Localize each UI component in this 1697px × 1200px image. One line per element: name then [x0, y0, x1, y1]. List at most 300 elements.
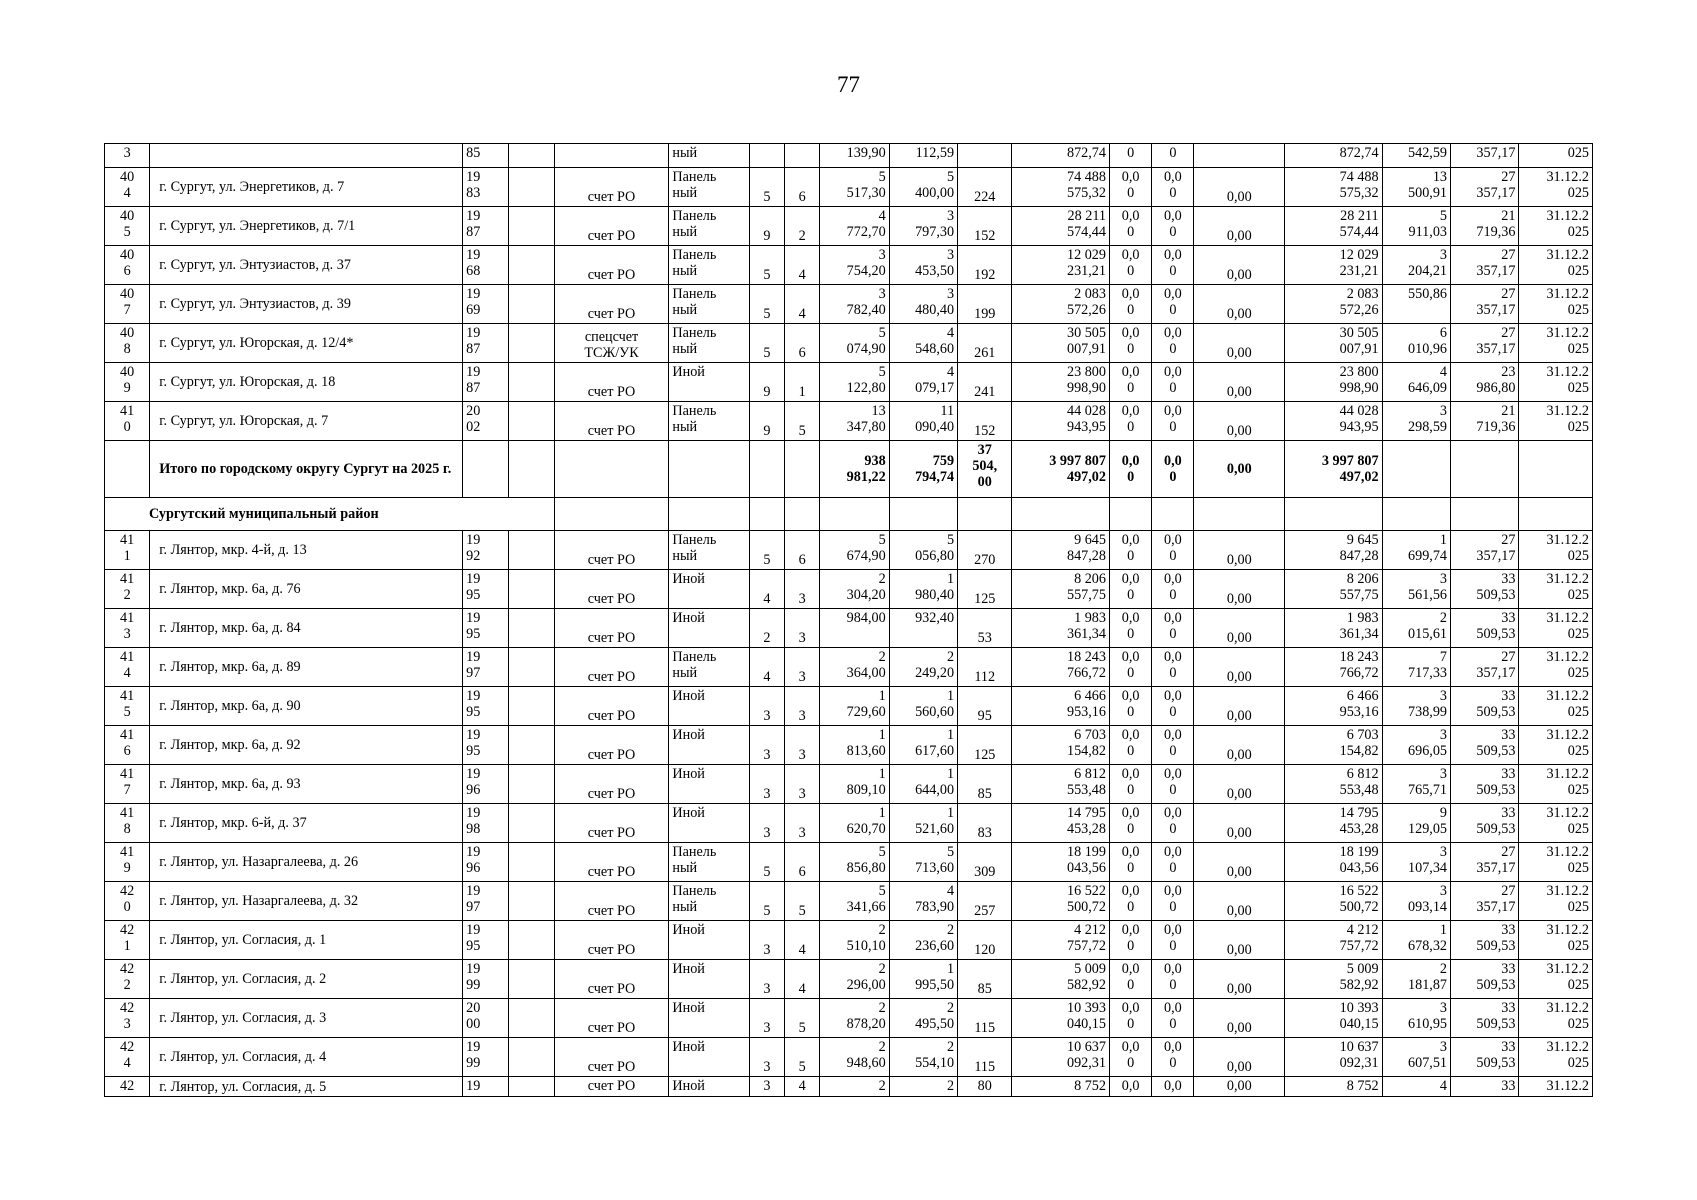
table-cell	[1451, 441, 1519, 498]
table-row	[105, 324, 1593, 363]
cell-c4	[509, 960, 554, 999]
total-total: 3 997 807 497,02	[1012, 441, 1110, 498]
cell-a2: 2 236,60	[889, 921, 957, 960]
cell-s2: 0,0 0	[1152, 609, 1194, 648]
cell-s1: 0,0 0	[1109, 882, 1151, 921]
cell-addr: г. Лянтор, ул. Согласия, д. 3	[150, 999, 463, 1038]
cell-s2: 0,0 0	[1152, 531, 1194, 570]
cell-no: 41 1	[105, 531, 150, 570]
cell-total: 14 795 453,28	[1012, 804, 1110, 843]
cell-s1: 0,0 0	[1109, 207, 1151, 246]
cell-own: счет РО	[554, 363, 669, 402]
cell-total: 74 488 575,32	[1012, 168, 1110, 207]
table-cell: счет РО	[554, 1077, 669, 1097]
cell-ent: 1	[785, 363, 820, 402]
table-cell	[509, 1077, 554, 1097]
table-cell	[554, 441, 669, 498]
cell-p1: 13 500,91	[1382, 168, 1450, 207]
cell-a2: 11 090,40	[889, 402, 957, 441]
cell-s3: 0,00	[1194, 726, 1285, 765]
cell-date: 31.12.2 025	[1519, 570, 1593, 609]
cell-ent: 5	[785, 402, 820, 441]
cell-s1: 0,0 0	[1109, 960, 1151, 999]
cell-p2: 33 509,53	[1451, 1038, 1519, 1077]
table-cell	[749, 441, 784, 498]
cell-s1: 0,0 0	[1109, 168, 1151, 207]
cell-mat: Иной	[669, 765, 749, 804]
cell-fund: 2 083 572,26	[1285, 285, 1383, 324]
cell-p2: 27 357,17	[1451, 246, 1519, 285]
total-a1: 938 981,22	[820, 441, 889, 498]
cell-ent: 3	[785, 726, 820, 765]
cell-fl: 3	[749, 687, 784, 726]
cell-s3: 0,00	[1194, 324, 1285, 363]
cell-fund: 5 009 582,92	[1285, 960, 1383, 999]
cell-total: 23 800 998,90	[1012, 363, 1110, 402]
cell-c4	[509, 531, 554, 570]
cell-date: 31.12.2 025	[1519, 804, 1593, 843]
cell-addr: г. Сургут, ул. Югорская, д. 12/4*	[150, 324, 463, 363]
cell-fund: 4 212 757,72	[1285, 921, 1383, 960]
cell-mat: Панель ный	[669, 531, 749, 570]
cell-res: 115	[958, 999, 1012, 1038]
cell-fl: 9	[749, 402, 784, 441]
cell-year: 19 98	[463, 804, 509, 843]
cell-fund: 28 211 574,44	[1285, 207, 1383, 246]
table-cell	[1382, 498, 1450, 531]
cell-s2: 0,0 0	[1152, 687, 1194, 726]
cell-own: счет РО	[554, 531, 669, 570]
table-row	[105, 402, 1593, 441]
cell-fl: 2	[749, 609, 784, 648]
table-cell	[958, 498, 1012, 531]
cell-total: 2 083 572,26	[1012, 285, 1110, 324]
table-cell	[1519, 441, 1593, 498]
table-cell: 357,17	[1451, 144, 1519, 168]
cell-addr: г. Лянтор, ул. Согласия, д. 1	[150, 921, 463, 960]
cell-p2: 21 719,36	[1451, 402, 1519, 441]
table-cell	[509, 144, 554, 168]
cell-c4	[509, 570, 554, 609]
cell-addr: г. Лянтор, мкр. 6а, д. 93	[150, 765, 463, 804]
cell-fl: 9	[749, 363, 784, 402]
cell-p1: 1 678,32	[1382, 921, 1450, 960]
cell-ent: 6	[785, 843, 820, 882]
cell-p2: 23 986,80	[1451, 363, 1519, 402]
cell-a1: 2 878,20	[820, 999, 889, 1038]
cell-a2: 4 783,90	[889, 882, 957, 921]
cell-res: 115	[958, 1038, 1012, 1077]
cell-year: 19 69	[463, 285, 509, 324]
cell-no: 41 3	[105, 609, 150, 648]
cell-fl: 5	[749, 246, 784, 285]
cell-own: счет РО	[554, 285, 669, 324]
cell-s2: 0,0 0	[1152, 804, 1194, 843]
cell-ent: 4	[785, 960, 820, 999]
cell-mat: Иной	[669, 999, 749, 1038]
cell-ent: 5	[785, 1038, 820, 1077]
cell-year: 19 99	[463, 1038, 509, 1077]
cell-total: 16 522 500,72	[1012, 882, 1110, 921]
cell-s2: 0,0 0	[1152, 726, 1194, 765]
section-row	[105, 498, 1593, 531]
cell-total: 6 466 953,16	[1012, 687, 1110, 726]
cell-p1: 3 765,71	[1382, 765, 1450, 804]
cell-s1: 0,0 0	[1109, 687, 1151, 726]
table-cell	[554, 498, 669, 531]
cell-no: 42 1	[105, 921, 150, 960]
cell-s1: 0,0 0	[1109, 402, 1151, 441]
cell-addr: г. Сургут, ул. Энергетиков, д. 7	[150, 168, 463, 207]
cell-a1: 2 304,20	[820, 570, 889, 609]
cell-ent: 3	[785, 804, 820, 843]
cell-a2: 1 980,40	[889, 570, 957, 609]
cell-ent: 5	[785, 999, 820, 1038]
cell-year: 19 92	[463, 531, 509, 570]
cell-total: 44 028 943,95	[1012, 402, 1110, 441]
cell-year: 19 95	[463, 609, 509, 648]
cell-p1: 550,86	[1382, 285, 1450, 324]
cell-no: 40 9	[105, 363, 150, 402]
table-cell: 3	[105, 144, 150, 168]
cell-s1: 0,0 0	[1109, 1038, 1151, 1077]
cell-fund: 8 206 557,75	[1285, 570, 1383, 609]
cell-fl: 3	[749, 921, 784, 960]
table-cell	[669, 498, 749, 531]
table-row	[105, 687, 1593, 726]
cell-a1: 5 074,90	[820, 324, 889, 363]
cell-own: счет РО	[554, 843, 669, 882]
cell-a2: 3 480,40	[889, 285, 957, 324]
table-cell	[785, 144, 820, 168]
table-row	[105, 765, 1593, 804]
table-row	[105, 609, 1593, 648]
cell-p2: 27 357,17	[1451, 324, 1519, 363]
cell-res: 95	[958, 687, 1012, 726]
cell-c4	[509, 168, 554, 207]
cell-date: 31.12.2 025	[1519, 765, 1593, 804]
table-cell	[1152, 498, 1194, 531]
table-cell	[669, 441, 749, 498]
cell-total: 18 243 766,72	[1012, 648, 1110, 687]
cell-total: 18 199 043,56	[1012, 843, 1110, 882]
cell-a1: 13 347,80	[820, 402, 889, 441]
cell-p1: 3 561,56	[1382, 570, 1450, 609]
cell-fund: 6 466 953,16	[1285, 687, 1383, 726]
table-cell: 0,0	[1152, 1077, 1194, 1097]
cell-own: счет РО	[554, 168, 669, 207]
cell-year: 19 68	[463, 246, 509, 285]
cell-addr: г. Сургут, ул. Энергетиков, д. 7/1	[150, 207, 463, 246]
table-cell: 80	[958, 1077, 1012, 1097]
cell-own: счет РО	[554, 570, 669, 609]
total-s3: 0,00	[1194, 441, 1285, 498]
cell-a2: 932,40	[889, 609, 957, 648]
cell-no: 41 8	[105, 804, 150, 843]
total-a2: 759 794,74	[889, 441, 957, 498]
cell-p2: 33 509,53	[1451, 804, 1519, 843]
cell-no: 42 4	[105, 1038, 150, 1077]
table-row	[105, 570, 1593, 609]
cell-fund: 6 812 553,48	[1285, 765, 1383, 804]
cell-year: 19 87	[463, 324, 509, 363]
cell-c4	[509, 765, 554, 804]
cell-addr: г. Лянтор, ул. Согласия, д. 2	[150, 960, 463, 999]
cell-mat: Иной	[669, 921, 749, 960]
table-row	[105, 960, 1593, 999]
cell-addr: г. Лянтор, мкр. 6а, д. 84	[150, 609, 463, 648]
cell-year: 19 99	[463, 960, 509, 999]
cell-own: счет РО	[554, 246, 669, 285]
table-row	[105, 1038, 1593, 1077]
cell-fund: 12 029 231,21	[1285, 246, 1383, 285]
cell-mat: Иной	[669, 363, 749, 402]
total-s1: 0,0 0	[1109, 441, 1151, 498]
table-cell: ный	[669, 144, 749, 168]
cell-s3: 0,00	[1194, 1038, 1285, 1077]
cell-a1: 3 782,40	[820, 285, 889, 324]
cell-own: счет РО	[554, 1038, 669, 1077]
cell-own: счет РО	[554, 882, 669, 921]
cell-p1: 6 010,96	[1382, 324, 1450, 363]
cell-fund: 6 703 154,82	[1285, 726, 1383, 765]
cell-s3: 0,00	[1194, 168, 1285, 207]
cell-fl: 5	[749, 531, 784, 570]
cell-year: 19 96	[463, 765, 509, 804]
table-cell	[1109, 498, 1151, 531]
table-cell: 0,0	[1109, 1077, 1151, 1097]
cell-fl: 4	[749, 570, 784, 609]
section-title: Сургутский муниципальный район	[105, 498, 555, 531]
cell-date: 31.12.2 025	[1519, 648, 1593, 687]
cell-total: 30 505 007,91	[1012, 324, 1110, 363]
cell-a1: 1 729,60	[820, 687, 889, 726]
cell-s3: 0,00	[1194, 531, 1285, 570]
cell-p2: 33 509,53	[1451, 687, 1519, 726]
cell-s1: 0,0 0	[1109, 246, 1151, 285]
cell-s3: 0,00	[1194, 999, 1285, 1038]
table-cell	[1519, 498, 1593, 531]
cell-res: 85	[958, 960, 1012, 999]
cell-a2: 1 560,60	[889, 687, 957, 726]
cell-a1: 3 754,20	[820, 246, 889, 285]
cell-date: 31.12.2 025	[1519, 285, 1593, 324]
cell-res: 241	[958, 363, 1012, 402]
cell-year: 19 97	[463, 882, 509, 921]
cell-res: 120	[958, 921, 1012, 960]
cell-date: 31.12.2 025	[1519, 843, 1593, 882]
cell-a2: 1 521,60	[889, 804, 957, 843]
cell-own: счет РО	[554, 402, 669, 441]
cell-s3: 0,00	[1194, 570, 1285, 609]
cell-no: 40 8	[105, 324, 150, 363]
cell-mat: Иной	[669, 687, 749, 726]
table-row	[105, 999, 1593, 1038]
cell-p2: 27 357,17	[1451, 648, 1519, 687]
cell-addr: г. Лянтор, мкр. 6а, д. 92	[150, 726, 463, 765]
cell-s3: 0,00	[1194, 207, 1285, 246]
cell-p1: 1 699,74	[1382, 531, 1450, 570]
cell-year: 19 95	[463, 570, 509, 609]
cell-s1: 0,0 0	[1109, 999, 1151, 1038]
cell-s3: 0,00	[1194, 921, 1285, 960]
cell-mat: Панель ный	[669, 285, 749, 324]
table-cell: 0,00	[1194, 1077, 1285, 1097]
cell-s3: 0,00	[1194, 363, 1285, 402]
cell-fl: 3	[749, 1038, 784, 1077]
cell-res: 309	[958, 843, 1012, 882]
cell-addr: г. Сургут, ул. Югорская, д. 7	[150, 402, 463, 441]
cell-ent: 3	[785, 687, 820, 726]
cell-a2: 2 495,50	[889, 999, 957, 1038]
cell-year: 19 87	[463, 363, 509, 402]
cell-no: 41 2	[105, 570, 150, 609]
cell-no: 41 0	[105, 402, 150, 441]
cell-p1: 3 607,51	[1382, 1038, 1450, 1077]
cell-s1: 0,0 0	[1109, 531, 1151, 570]
cell-a1: 2 296,00	[820, 960, 889, 999]
cell-fund: 30 505 007,91	[1285, 324, 1383, 363]
cell-c4	[509, 363, 554, 402]
cell-addr: г. Лянтор, ул. Назаргалеева, д. 32	[150, 882, 463, 921]
cell-p2: 27 357,17	[1451, 882, 1519, 921]
cell-ent: 5	[785, 882, 820, 921]
cell-p1: 3 696,05	[1382, 726, 1450, 765]
cell-s1: 0,0 0	[1109, 570, 1151, 609]
table-cell	[958, 144, 1012, 168]
cell-no: 41 7	[105, 765, 150, 804]
cell-p1: 7 717,33	[1382, 648, 1450, 687]
cell-a2: 4 079,17	[889, 363, 957, 402]
cell-year: 19 95	[463, 921, 509, 960]
cell-p1: 3 738,99	[1382, 687, 1450, 726]
table-cell	[150, 144, 463, 168]
page-number: 77	[837, 72, 860, 97]
total-s2: 0,0 0	[1152, 441, 1194, 498]
cell-ent: 3	[785, 609, 820, 648]
table-cell	[1382, 441, 1450, 498]
table-cell: 42	[105, 1077, 150, 1097]
table-cell	[749, 498, 784, 531]
cell-p2: 33 509,53	[1451, 726, 1519, 765]
cell-s2: 0,0 0	[1152, 168, 1194, 207]
cell-p2: 27 357,17	[1451, 843, 1519, 882]
cell-year: 20 02	[463, 402, 509, 441]
cell-addr: г. Лянтор, мкр. 6-й, д. 37	[150, 804, 463, 843]
cell-no: 42 3	[105, 999, 150, 1038]
cell-fl: 5	[749, 324, 784, 363]
total-fund: 3 997 807 497,02	[1285, 441, 1383, 498]
cell-total: 5 009 582,92	[1012, 960, 1110, 999]
cell-s3: 0,00	[1194, 246, 1285, 285]
table-row	[105, 363, 1593, 402]
table-row	[105, 804, 1593, 843]
cell-c4	[509, 1038, 554, 1077]
cell-date: 31.12.2 025	[1519, 1038, 1593, 1077]
table-row	[105, 726, 1593, 765]
cell-s3: 0,00	[1194, 960, 1285, 999]
cell-total: 9 645 847,28	[1012, 531, 1110, 570]
cell-c4	[509, 207, 554, 246]
cell-s3: 0,00	[1194, 609, 1285, 648]
total-row	[105, 441, 1593, 498]
cell-a2: 1 644,00	[889, 765, 957, 804]
cell-c4	[509, 999, 554, 1038]
cell-ent: 6	[785, 324, 820, 363]
table-cell: 2	[820, 1077, 889, 1097]
cell-no: 40 6	[105, 246, 150, 285]
cell-p2: 27 357,17	[1451, 168, 1519, 207]
cell-date: 31.12.2 025	[1519, 168, 1593, 207]
cell-fund: 9 645 847,28	[1285, 531, 1383, 570]
table-cell: 3	[749, 1077, 784, 1097]
cell-c4	[509, 687, 554, 726]
cell-s2: 0,0 0	[1152, 921, 1194, 960]
housing-table	[104, 143, 1593, 1097]
cell-date: 31.12.2 025	[1519, 531, 1593, 570]
table-cell	[820, 498, 889, 531]
cell-s2: 0,0 0	[1152, 882, 1194, 921]
cell-no: 41 6	[105, 726, 150, 765]
cell-s1: 0,0 0	[1109, 765, 1151, 804]
cell-own: счет РО	[554, 921, 669, 960]
table-cell	[105, 441, 150, 498]
table-cell: 139,90	[820, 144, 889, 168]
cell-a1: 5 674,90	[820, 531, 889, 570]
table-cell: 025	[1519, 144, 1593, 168]
cell-p1: 9 129,05	[1382, 804, 1450, 843]
cell-s2: 0,0 0	[1152, 570, 1194, 609]
cell-a2: 2 249,20	[889, 648, 957, 687]
cell-own: счет РО	[554, 999, 669, 1038]
cell-res: 261	[958, 324, 1012, 363]
cell-s2: 0,0 0	[1152, 765, 1194, 804]
table-cell	[554, 144, 669, 168]
cell-a1: 1 620,70	[820, 804, 889, 843]
cell-p2: 21 719,36	[1451, 207, 1519, 246]
cell-fund: 10 637 092,31	[1285, 1038, 1383, 1077]
cell-date: 31.12.2 025	[1519, 363, 1593, 402]
cell-fund: 14 795 453,28	[1285, 804, 1383, 843]
cell-no: 42 2	[105, 960, 150, 999]
cell-own: счет РО	[554, 648, 669, 687]
cell-date: 31.12.2 025	[1519, 324, 1593, 363]
cell-s2: 0,0 0	[1152, 960, 1194, 999]
table-cell: 4	[785, 1077, 820, 1097]
cell-p1: 3 298,59	[1382, 402, 1450, 441]
cell-c4	[509, 804, 554, 843]
total-res: 37 504, 00	[958, 441, 1012, 498]
cell-addr: г. Лянтор, мкр. 6а, д. 90	[150, 687, 463, 726]
cell-own: счет РО	[554, 687, 669, 726]
cell-date: 31.12.2 025	[1519, 960, 1593, 999]
table-cell: 0	[1109, 144, 1151, 168]
cell-mat: Иной	[669, 804, 749, 843]
cell-mat: Панель ный	[669, 207, 749, 246]
cell-year: 19 83	[463, 168, 509, 207]
cell-p1: 5 911,03	[1382, 207, 1450, 246]
cell-fund: 16 522 500,72	[1285, 882, 1383, 921]
cell-p2: 33 509,53	[1451, 765, 1519, 804]
cell-date: 31.12.2 025	[1519, 999, 1593, 1038]
table-cell: 2	[889, 1077, 957, 1097]
table-row	[105, 285, 1593, 324]
cell-a1: 1 813,60	[820, 726, 889, 765]
cell-res: 125	[958, 570, 1012, 609]
cell-mat: Иной	[669, 960, 749, 999]
cell-mat: Панель ный	[669, 168, 749, 207]
total-label: Итого по городскому округу Сургут на 2025 г.	[150, 441, 463, 498]
